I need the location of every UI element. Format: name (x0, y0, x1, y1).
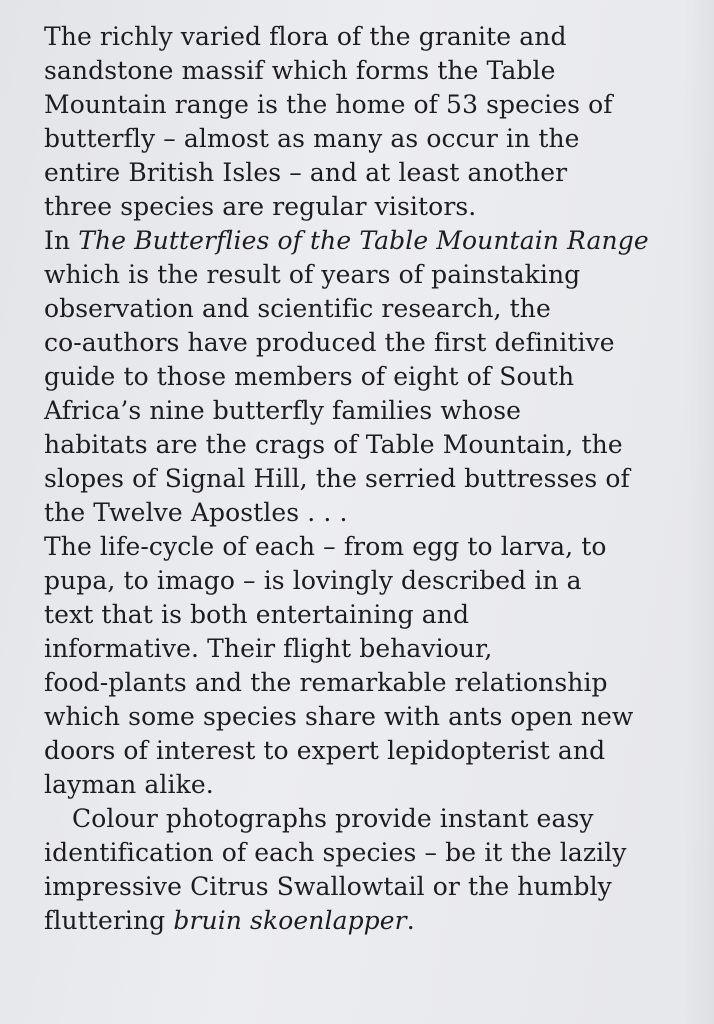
text-line: habitats are the crags of Table Mountain, the (44, 430, 623, 459)
text-line: The life-cycle of each – from egg to larva, to (44, 532, 607, 561)
paragraph-intro (44, 20, 684, 224)
text-line: Colour photographs provide instant easy (72, 804, 594, 833)
text-line: entire British Isles – and at least another (44, 158, 568, 187)
cover-blurb-text (44, 20, 684, 938)
text-line (44, 904, 684, 938)
text-line: layman alike. (44, 770, 214, 799)
book-title: The Butterflies of the Table Mountain Range (78, 226, 649, 255)
text-fragment: . (406, 906, 415, 935)
text-line: informative. Their flight behaviour, (44, 634, 493, 663)
text-line: food-plants and the remarkable relationship (44, 668, 608, 697)
text-line: slopes of Signal Hill, the serried buttresses of (44, 464, 630, 493)
paragraph-photographs (44, 802, 684, 938)
text-line: impressive Citrus Swallowtail or the humbly (44, 872, 612, 901)
paragraph-life-cycle (44, 530, 684, 802)
page-edge-shadow (684, 0, 714, 1024)
text-line: three species are regular visitors. (44, 192, 477, 221)
text-line (44, 224, 684, 258)
text-line: text that is both entertaining and (44, 600, 470, 629)
text-line: doors of interest to expert lepidopterist and (44, 736, 606, 765)
text-line: which some species share with ants open new (44, 702, 634, 731)
text-line: observation and scientific research, the (44, 294, 551, 323)
text-line: guide to those members of eight of South (44, 362, 575, 391)
text-line: co-authors have produced the first definitive (44, 328, 615, 357)
text-line: identification of each species – be it the lazily (44, 838, 627, 867)
text-line: pupa, to imago – is lovingly described in a (44, 566, 582, 595)
text-line: Africa’s nine butterfly families whose (44, 396, 522, 425)
paragraph-book-description (44, 224, 684, 530)
text-line: sandstone massif which forms the Table (44, 56, 556, 85)
text-line: butterfly – almost as many as occur in the (44, 124, 580, 153)
afrikaans-butterfly-name: bruin skoenlapper (173, 906, 407, 935)
text-fragment: In (44, 226, 79, 255)
text-fragment: fluttering (44, 906, 174, 935)
text-line: the Twelve Apostles . . . (44, 498, 348, 527)
text-line: which is the result of years of painstaking (44, 260, 581, 289)
text-line: Mountain range is the home of 53 species of (44, 90, 613, 119)
text-line: The richly varied flora of the granite and (44, 22, 567, 51)
